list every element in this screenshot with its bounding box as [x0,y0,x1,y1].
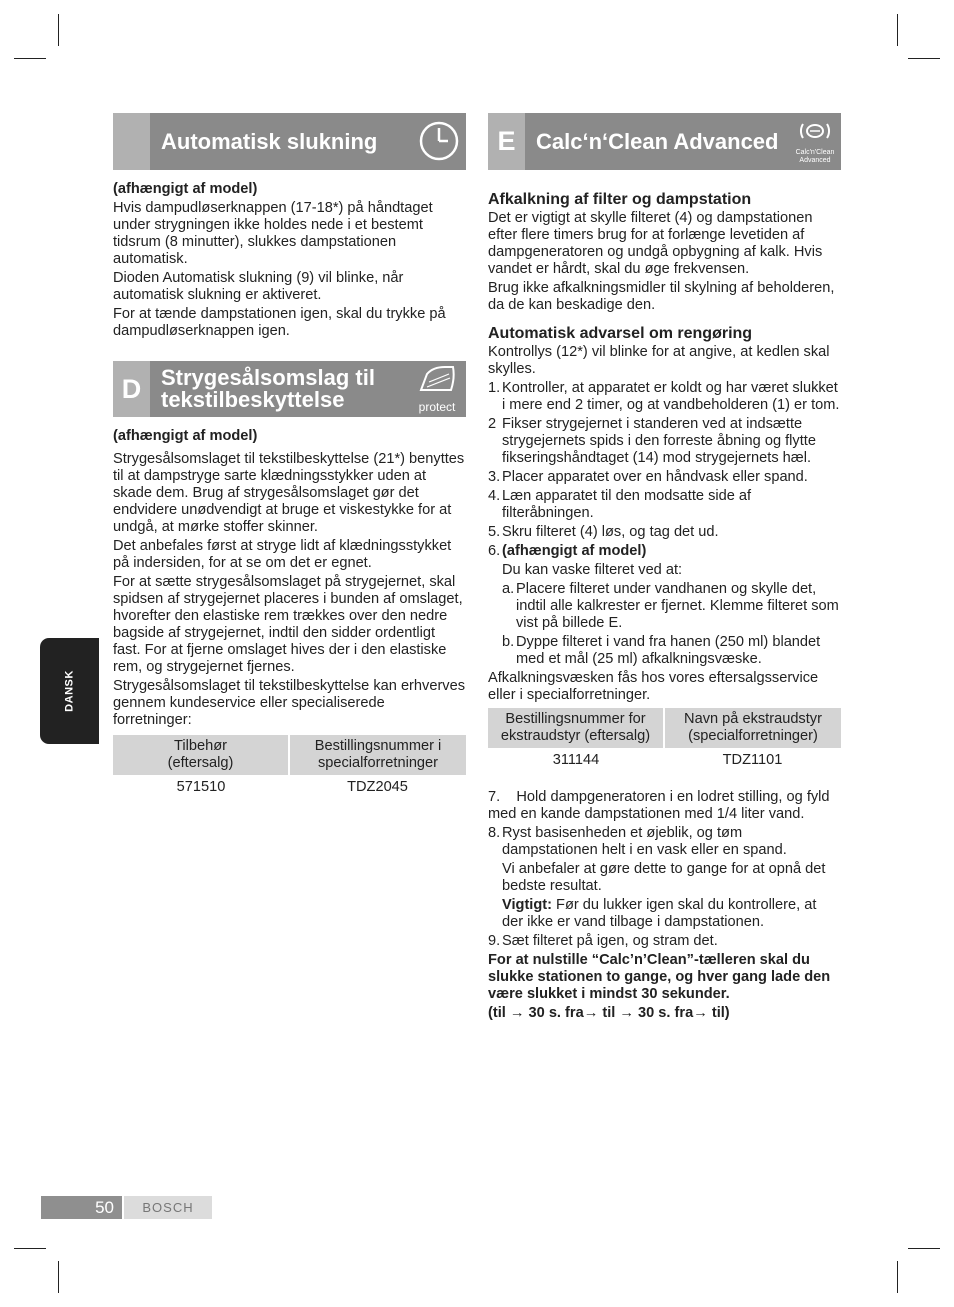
step-number: 1. [488,380,501,396]
substeps-list [502,581,841,668]
warning-text: Før du lukker igen skal du kontrollere, at der ikke er vand tilbage i dampstationen. [502,897,817,930]
table-row [113,775,466,800]
crop-mark [58,14,59,46]
table-header: Bestillingsnummer for ekstraudstyr (eftersalg) [488,708,664,748]
model-note: (afhængigt af model) [502,543,647,559]
list-item [488,861,841,895]
model-note: (afhængigt af model) [113,181,258,197]
step-number: b. [502,634,515,650]
paragraph: For at sætte strygesålsomslaget på strygejernet, skal spidsen af strygejernet placeres i bunden af omslaget, hvorefter den elastiske rem trækkes over den nedre bagside af strygejernet, indtil den sidder ordentligt fast. For at fjerne omslaget hives der i den elastiske rem, og strygejernet fjernes. [113,574,463,675]
paragraph: For at tænde dampstationen igen, skal du trykke på dampudløserknappen igen. [113,306,446,339]
list-item [488,933,841,950]
step-text: Placere filteret under vandhanen og skylle det, indtil alle kalkrester er fjernet. Klemme filteret som vist på billede E. [516,581,839,631]
steps-list-2 [488,825,841,950]
table-row [488,748,841,773]
warning-label: Vigtigt: [502,897,552,913]
step-number: 9. [488,933,501,949]
list-item [488,416,841,467]
steps-list [488,380,841,579]
subheading-warning: Automatisk advarsel om rengøring [488,325,753,342]
protect-body [113,428,466,800]
paragraph: Brug ikke afkalkningsmidler til skylning af beholderen, da de kan beskadige den. [488,280,835,313]
section-letter-d: D [113,361,150,417]
clock-icon [416,118,462,164]
protect-title [161,361,375,417]
reset-sequence: (til → 30 s. fra→ til → 30 s. fra→ til) [488,1005,730,1021]
table-cell: TDZ2045 [347,779,408,795]
step-text: Kontroller, at apparatet er koldt og har været slukket i mere end 2 timer, og at vandbeholderen (1) er tom. [502,380,840,413]
protect-title-line2: tekstilbeskyttelse [161,387,345,412]
protect-header [113,361,466,417]
calc-icon-label-2: Advanced [799,157,831,164]
step-number: 6. [488,543,501,559]
list-item [488,380,841,414]
paragraph: Hvis dampudløserknappen (17-18*) på håndtaget under strygningen ikke holdes nede i et bestemt tidsrum (8 minutter), slukkes dampstationen automatisk. [113,200,433,267]
step-text: Ryst basisenheden et øjeblik, og tøm dampstationen helt i en vask eller en spand. [502,825,787,858]
paragraph: Det er vigtigt at skylle filteret (4) og dampstationen efter flere timers brug for at forlænge levetiden af dampgeneratoren og undgå opbygning af kalk. Hvis vandet er hårdt, skal du øge frekvensen. [488,210,823,277]
paragraph: Strygesålsomslaget til tekstilbeskyttelse kan erhverves gennem kundeservice eller specialiserede forretninger: [113,678,466,728]
auto-off-title: Automatisk slukning [161,128,378,154]
step-text: Læn apparatet til den modsatte side af filteråbningen. [502,488,752,521]
crop-mark [897,1261,898,1293]
paragraph: Kontrollys (12*) vil blinke for at angive, at kedlen skal skylles. [488,344,830,377]
calc-clean-symbol-icon [797,118,833,144]
table-cell: 571510 [176,779,226,795]
iron-protect-icon [411,364,463,414]
crop-mark [897,14,898,46]
protect-icon-label: protect [418,400,456,414]
list-item [488,469,841,486]
step-text: Placer apparatet over en håndvask eller spand. [502,469,808,485]
step-text: Fikser strygejernet i standeren ved at indsætte strygejernets spids i den forreste åbning og flytte fikseringshåndtaget (14) mod strygejernets hæl. [502,416,816,466]
descale-order-table [488,708,841,773]
iron-shape-icon [415,364,459,396]
table-cell: TDZ1101 [722,752,783,768]
table-cell: 311144 [552,752,600,768]
brand-label: BOSCH [124,1196,212,1219]
step-text: Vi anbefaler at gøre dette to gange for at opnå det bedste resultat. [502,861,826,894]
reset-instructions: For at nulstille “Calc’n’Clean”-tælleren skal du slukke stationen to gange, og hver gang lade den være slukket i mindst 30 sekunder. [488,952,831,1002]
calc-clean-body [488,191,841,1024]
list-item [488,897,841,931]
crop-mark [58,1261,59,1293]
language-label: DANSK [63,670,75,712]
protect-title-line1: Strygesålsomslag til [161,365,375,390]
step-number: 4. [488,488,501,504]
list-item [502,581,841,632]
step-text: Sæt filteret på igen, og stram det. [502,933,718,949]
table-header: Tilbehør (eftersalg) [113,735,289,775]
step-7: 7. Hold dampgeneratoren i en lodret stilling, og fyld med en kande dampstationen med 1/4 liter vand. [488,789,834,822]
step-number: 2 [488,416,497,432]
section-letter-e: E [488,113,525,170]
subheading-descale: Afkalkning af filter og dampstation [488,191,752,208]
step-number: a. [502,581,515,597]
language-side-tab [40,638,99,744]
crop-mark [908,1248,940,1249]
paragraph: Strygesålsomslaget til tekstilbeskyttelse (21*) benyttes til at dampstryge sarte klædningsstykker uden at skade dem. Brug af strygesålsomslaget gør det endvidere unødvendigt at bruge et viskestykke for at undgå, at mørke stoffer skinner. [113,451,465,535]
auto-off-body [113,181,466,342]
calc-icon-label-1: Calc'n'Clean [795,149,835,156]
step-number: 5. [488,524,501,540]
table-header: Bestillingsnummer i specialforretninger [289,735,466,775]
list-item [488,488,841,522]
step-number: 3. [488,469,501,485]
protect-order-table [113,735,466,800]
crop-mark [14,1248,46,1249]
step-text: Dyppe filteret i vand fra hanen (250 ml) blandet med et mål (25 ml) afkalkningsvæske. [516,634,821,667]
list-item [488,543,841,560]
auto-off-header-tab [113,113,150,170]
paragraph: Det anbefales først at stryge lidt af klædningsstykket på indersiden, for at se om det er egnet. [113,538,452,571]
step-number: 8. [488,825,501,841]
paragraph: Afkalkningsvæsken fås hos vores eftersalgsservice eller i specialforretninger. [488,670,819,703]
table-header: Navn på ekstraudstyr (specialforretninger) [664,708,841,748]
step-text: Skru filteret (4) løs, og tag det ud. [502,524,719,540]
list-item [488,562,841,579]
paragraph: Dioden Automatisk slukning (9) vil blinke, når automatisk slukning er aktiveret. [113,270,404,303]
model-note: (afhængigt af model) [113,428,258,444]
list-item [502,634,841,668]
calc-n-clean-icon [793,118,837,166]
list-item [488,524,841,541]
step-text: Du kan vaske filteret ved at: [502,562,683,578]
auto-off-header [113,113,466,170]
calc-clean-header [488,113,841,170]
crop-mark [14,58,46,59]
page-number: 50 [41,1196,122,1219]
crop-mark [908,58,940,59]
list-item [488,825,841,859]
calc-clean-title: Calc‘n‘Clean Advanced [536,128,779,154]
